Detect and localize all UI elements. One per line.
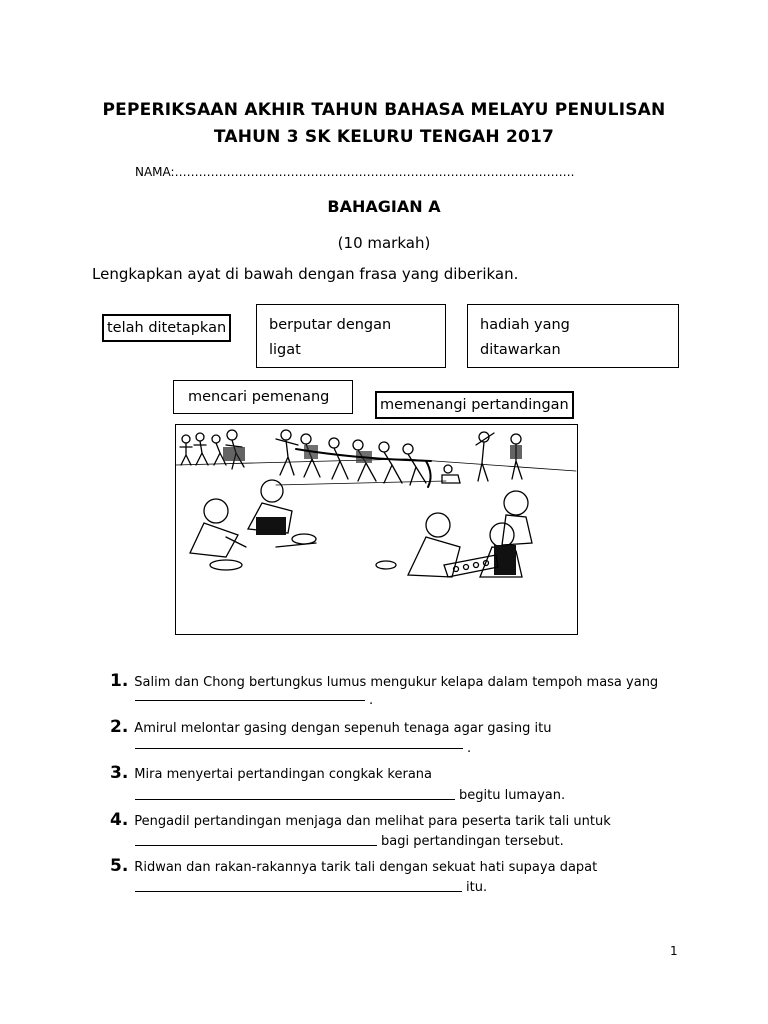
question-suffix: begitu lumayan.: [459, 788, 566, 803]
answer-line-2[interactable]: [135, 748, 463, 749]
instruction: Lengkapkan ayat di bawah dengan frasa yang diberikan.: [92, 265, 519, 283]
question-number: 1.: [110, 671, 129, 691]
question-suffix: bagi pertandingan tersebut.: [381, 834, 564, 849]
phrase-box-3: [467, 304, 679, 368]
question-number: 5.: [110, 856, 129, 876]
question-suffix: .: [467, 741, 472, 756]
answer-line-5[interactable]: [135, 891, 462, 892]
question-number: 4.: [110, 810, 129, 830]
question-text: Salim dan Chong bertungkus lumus mengukur kelapa dalam tempoh masa yang: [134, 675, 659, 690]
phrase-text: ligat: [269, 342, 301, 358]
phrase-text: memenangi pertandingan: [380, 397, 569, 413]
phrase-text: telah ditetapkan: [107, 320, 227, 336]
name-field: [135, 165, 574, 179]
exam-subtitle: TAHUN 3 SK KELURU TENGAH 2017: [213, 127, 555, 147]
section-title: BAHAGIAN A: [327, 197, 441, 216]
name-label: NAMA:: [135, 165, 175, 179]
question-2: [110, 717, 551, 737]
question-5: [110, 856, 597, 876]
name-dots: ……………………………………………………………………………………….: [174, 165, 575, 179]
question-1: [110, 671, 658, 691]
question-text: Ridwan dan rakan-rakannya tarik tali dengan sekuat hati supaya dapat: [134, 860, 598, 875]
phrase-box-1: [102, 314, 231, 342]
phrase-text: mencari pemenang: [188, 389, 330, 405]
question-text: Pengadil pertandingan menjaga dan melihat para peserta tarik tali untuk: [134, 814, 611, 829]
phrase-text: berputar dengan: [269, 317, 392, 333]
illustration-frame: [175, 424, 578, 635]
phrase-text: ditawarkan: [480, 342, 561, 358]
question-4: [110, 810, 611, 830]
phrase-box-2: [256, 304, 446, 368]
answer-line-3[interactable]: [135, 799, 455, 800]
question-3: [110, 763, 432, 783]
question-text: Mira menyertai pertandingan congkak kerana: [134, 767, 433, 782]
phrase-text: hadiah yang: [480, 317, 570, 333]
traditional-games-illustration: [176, 425, 577, 634]
phrase-box-5: [375, 391, 574, 419]
question-suffix: itu.: [466, 880, 488, 895]
exam-title: PEPERIKSAAN AKHIR TAHUN BAHASA MELAYU PENULISAN: [102, 100, 666, 120]
phrase-box-4: [173, 380, 353, 414]
question-suffix: .: [369, 693, 374, 708]
question-number: 2.: [110, 717, 129, 737]
page-number: 1: [670, 944, 678, 958]
answer-line-4[interactable]: [135, 845, 377, 846]
question-number: 3.: [110, 763, 129, 783]
answer-line-1[interactable]: [135, 700, 365, 701]
section-marks: (10 markah): [337, 234, 431, 252]
question-text: Amirul melontar gasing dengan sepenuh tenaga agar gasing itu: [134, 721, 552, 736]
